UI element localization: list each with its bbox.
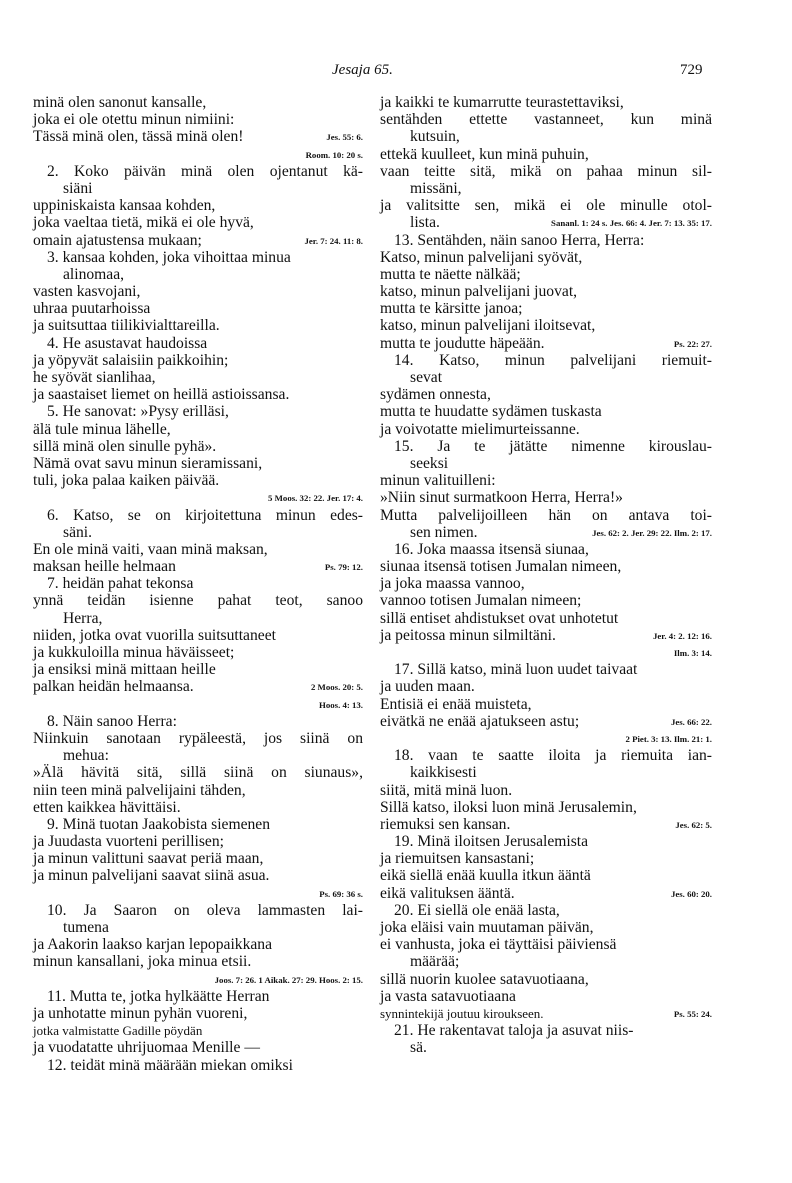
text-line	[33, 919, 363, 936]
text-line	[380, 403, 712, 420]
verse-text: mutta te huudatte sydämen tuskasta	[380, 403, 602, 421]
verse-text: ja kaikki te kumarrutte teurastettaviksi,	[380, 94, 624, 111]
text-line	[380, 558, 712, 575]
text-line	[380, 455, 712, 472]
verse-text: siäni	[63, 179, 93, 197]
verse-text: 7. heidän pahat tekonsa	[47, 575, 194, 593]
cross-reference: Room. 10: 20 s.	[305, 149, 363, 160]
text-line	[380, 197, 712, 214]
cross-reference: Jes. 60: 20.	[670, 888, 712, 899]
verse-text: sen nimen.	[410, 523, 478, 541]
text-line	[380, 335, 712, 352]
text-line	[380, 541, 712, 558]
verse-text: 8. Näin sanoo Herra:	[47, 712, 177, 730]
verse-text: ja valitsitte sen, mikä ei ole minulle otol-	[380, 197, 712, 215]
verse-text: vaan teitte sitä, mikä on pahaa minun sil-	[380, 162, 712, 180]
text-line	[33, 266, 363, 283]
text-line	[33, 610, 363, 627]
verse-text: sevat	[410, 369, 443, 386]
verse-text: 10. Ja Saaron on oleva lammasten lai-	[47, 901, 363, 919]
verse-text: siunaa itsensä totisen Jumalan nimeen,	[380, 558, 622, 576]
text-line	[380, 283, 712, 300]
verse-text: sillä minä olen sinulle pyhä».	[33, 437, 217, 455]
text-line	[33, 661, 363, 678]
verse-text: eivätkä ne enää ajatukseen astu;	[380, 712, 580, 730]
text-line	[380, 163, 712, 180]
cross-reference: Joos. 7: 26. 1 Aikak. 27: 29. Hoos. 2: 15.	[214, 974, 363, 985]
text-line	[33, 317, 363, 334]
text-line	[380, 300, 712, 317]
verse-text: mutta te näette nälkää;	[380, 265, 521, 283]
verse-text: eikä valituksen ääntä.	[380, 884, 515, 902]
text-line	[380, 421, 712, 438]
text-line	[33, 764, 363, 781]
text-line	[380, 489, 712, 506]
verse-text: »Älä hävitä sitä, sillä siinä on siunaus»,	[33, 764, 363, 782]
text-line	[33, 644, 363, 661]
text-line	[33, 249, 363, 266]
text-line	[33, 592, 363, 609]
text-line	[380, 592, 712, 609]
verse-text: ettekä kuulleet, kun minä puhuin,	[380, 145, 589, 163]
verse-text: jotka valmistatte Gadille pöydän	[33, 1023, 203, 1039]
text-line	[33, 403, 363, 420]
verse-text: sä.	[410, 1039, 427, 1057]
text-line	[33, 713, 363, 730]
verse-text: vannoo totisen Jumalan nimeen;	[380, 592, 582, 610]
verse-text: ja riemuitsen kansastani;	[380, 850, 535, 868]
cross-reference: Ps. 22: 27.	[673, 338, 712, 349]
verse-text: tumena	[63, 919, 109, 936]
text-line	[380, 180, 712, 197]
verse-text: ja saastaiset liemet on heillä astioissansa.	[33, 386, 290, 404]
text-line	[380, 713, 712, 730]
text-line	[33, 988, 363, 1005]
verse-text: uppiniskaista kansaa kohden,	[33, 197, 216, 215]
text-line	[33, 455, 363, 472]
cross-reference: Ps. 79: 12.	[324, 562, 363, 573]
text-line	[380, 988, 712, 1005]
text-line	[33, 524, 363, 541]
verse-text: sentähden ettette vastanneet, kun minä	[380, 111, 712, 129]
verse-text: 14. Katso, minun palvelijani riemuit-	[394, 351, 712, 369]
verse-text: Katso, minun palvelijani syövät,	[380, 248, 583, 266]
verse-text: Entisiä ei enää muisteta,	[380, 695, 532, 713]
text-line	[33, 902, 363, 919]
text-line	[33, 94, 363, 111]
text-line	[33, 489, 363, 506]
text-line	[380, 317, 712, 334]
running-title: Jesaja 65.	[332, 62, 393, 78]
text-line	[380, 816, 712, 833]
text-line	[380, 919, 712, 936]
cross-reference: 5 Moos. 32: 22. Jer. 17: 4.	[268, 493, 363, 504]
verse-text: 4. He asustavat haudoissa	[47, 334, 208, 352]
text-line	[33, 953, 363, 970]
verse-text: synnintekijä joutuu kiroukseen.	[380, 1005, 544, 1021]
verse-text: ja yöpyvät salaisiin paikkoihin;	[33, 351, 229, 369]
verse-text: ja peitossa minun silmiltäni.	[380, 626, 556, 644]
text-line	[33, 232, 363, 249]
text-line	[33, 335, 363, 352]
verse-text: ynnä teidän isienne pahat teot, sanoo	[33, 592, 363, 610]
text-line	[33, 696, 363, 713]
text-line	[33, 472, 363, 489]
verse-text: ja vasta satavuotiaana	[380, 987, 516, 1005]
verse-text: niiden, jotka ovat vuorilla suitsuttaneet	[33, 626, 276, 644]
cross-reference: Ps. 69: 36 s.	[319, 888, 363, 899]
verse-text: joka eläisi vain muutaman päivän,	[380, 919, 594, 936]
left-column	[33, 94, 363, 1074]
cross-reference: Sananl. 1: 24 s. Jes. 66: 4. Jer. 7: 13. 35: 17.	[551, 218, 712, 229]
verse-text: maksan heille helmaan	[33, 558, 176, 576]
text-line	[380, 352, 712, 369]
cross-reference: Ps. 55: 24.	[673, 1008, 712, 1019]
cross-reference: Hoos. 4: 13.	[319, 699, 363, 710]
verse-text: mutta te joudutte häpeään.	[380, 334, 545, 352]
verse-text: he syövät sianlihaa,	[33, 369, 156, 386]
text-line	[380, 610, 712, 627]
text-line	[33, 575, 363, 592]
text-line	[380, 678, 712, 695]
text-line	[380, 438, 712, 455]
verse-text: älä tule minua lähelle,	[33, 420, 171, 438]
verse-text: siitä, mitä minä luon.	[380, 781, 513, 799]
cross-reference: Jes. 55: 6.	[326, 132, 363, 143]
verse-text: 18. vaan te saatte iloita ja riemuita ian-	[394, 747, 712, 765]
text-line	[380, 782, 712, 799]
text-line	[33, 541, 363, 558]
text-line	[380, 214, 712, 231]
verse-text: 15. Ja te jätätte nimenne kirouslau-	[394, 437, 712, 455]
text-line	[33, 111, 363, 128]
text-line	[380, 696, 712, 713]
text-line	[33, 627, 363, 644]
verse-text: Sillä katso, iloksi luon minä Jerusalemin,	[380, 798, 637, 816]
verse-text: katso, minun palvelijani juovat,	[380, 283, 578, 301]
verse-text: lista.	[410, 214, 440, 232]
text-line	[33, 369, 363, 386]
text-line	[33, 180, 363, 197]
verse-text: sillä entiset ahdistukset ovat unhotetut	[380, 609, 619, 627]
text-line	[380, 146, 712, 163]
text-line	[380, 953, 712, 970]
text-line	[380, 644, 712, 661]
page-header	[0, 62, 792, 84]
text-line	[33, 1039, 363, 1056]
text-line	[33, 421, 363, 438]
verse-text: niin teen minä palvelijaini tähden,	[33, 781, 246, 799]
text-line	[33, 885, 363, 902]
text-line	[33, 971, 363, 988]
cross-reference: 2 Moos. 20: 5.	[310, 682, 363, 693]
verse-text: palkan heidän helmaansa.	[33, 678, 194, 696]
text-line	[380, 1022, 712, 1039]
verse-text: vasten kasvojani,	[33, 283, 141, 301]
verse-text: määrää;	[410, 953, 460, 971]
verse-text: missäni,	[410, 179, 462, 197]
verse-text: ja Aakorin laakso karjan lepopaikkana	[33, 936, 273, 954]
text-line	[33, 782, 363, 799]
text-line	[33, 558, 363, 575]
text-line	[380, 627, 712, 644]
verse-text: alinomaa,	[63, 265, 125, 283]
verse-text: ja Juudasta vuorteni perillisen;	[33, 833, 224, 851]
verse-text: uhraa puutarhoissa	[33, 300, 151, 318]
text-line	[380, 971, 712, 988]
text-line	[33, 833, 363, 850]
cross-reference: Jes. 66: 22.	[670, 716, 712, 727]
verse-text: Tässä minä olen, tässä minä olen!	[33, 128, 244, 146]
verse-text: 5. He sanovat: »Pysy erilläsi,	[47, 403, 229, 421]
verse-text: Nämä ovat savu minun sieramissani,	[33, 454, 263, 472]
right-column	[380, 94, 712, 1057]
verse-text: ja ensiksi minä mittaan heille	[33, 661, 216, 679]
text-line	[380, 799, 712, 816]
text-line	[33, 163, 363, 180]
text-line	[380, 885, 712, 902]
verse-text: ja vuodatatte uhrijuomaa Menille —	[33, 1039, 260, 1057]
text-line	[33, 1005, 363, 1022]
verse-text: 16. Joka maassa itsensä siunaa,	[394, 540, 589, 558]
verse-text: En ole minä vaiti, vaan minä maksan,	[33, 540, 268, 558]
verse-text: 6. Katso, se on kirjoitettuna minun edes-	[47, 506, 363, 524]
cross-reference: Jes. 62: 2. Jer. 29: 22. Ilm. 2: 17.	[592, 527, 712, 538]
verse-text: »Niin sinut surmatkoon Herra, Herra!»	[380, 489, 623, 507]
cross-reference: Ilm. 3: 14.	[673, 648, 712, 658]
verse-text: joka vaeltaa tietä, mikä ei ole hyvä,	[33, 214, 254, 232]
text-line	[33, 283, 363, 300]
verse-text: riemuksi sen kansan.	[380, 815, 511, 833]
verse-text: Mutta palvelijoilleen hän on antava toi-	[380, 506, 712, 524]
text-line	[380, 902, 712, 919]
verse-text: minä olen sanonut kansalle,	[33, 94, 207, 111]
text-line	[380, 249, 712, 266]
text-line	[380, 507, 712, 524]
text-line	[33, 438, 363, 455]
text-line	[380, 266, 712, 283]
text-line	[380, 94, 712, 111]
text-line	[33, 386, 363, 403]
verse-text: 2. Koko päivän minä olen ojentanut kä-	[47, 162, 363, 180]
cross-reference: Jer. 4: 2. 12: 16.	[652, 630, 712, 641]
verse-text: seeksi	[410, 454, 449, 472]
verse-text: 21. He rakentavat taloja ja asuvat niis-	[394, 1022, 634, 1040]
cross-reference: Jer. 7: 24. 11: 8.	[304, 235, 363, 246]
text-line	[33, 799, 363, 816]
verse-text: 12. teidät minä määrään miekan omiksi	[47, 1056, 293, 1074]
verse-text: eikä siellä enää kuulla itkun ääntä	[380, 867, 591, 885]
text-line	[33, 867, 363, 884]
verse-text: sillä nuorin kuolee satavuotiaana,	[380, 970, 589, 988]
verse-text: ja joka maassa vannoo,	[380, 575, 525, 593]
verse-text: minun kansallani, joka minua etsii.	[33, 953, 252, 971]
text-line	[380, 850, 712, 867]
text-line	[33, 747, 363, 764]
text-line	[33, 197, 363, 214]
text-line	[380, 524, 712, 541]
verse-text: säni.	[63, 523, 93, 541]
cross-reference: Jes. 62: 5.	[675, 819, 712, 830]
verse-text: ei vanhusta, joka ei täyttäisi päiviensä	[380, 936, 617, 954]
text-line	[33, 214, 363, 231]
text-line	[380, 1039, 712, 1056]
text-line	[380, 833, 712, 850]
text-line	[380, 232, 712, 249]
text-line	[33, 1022, 363, 1039]
verse-text: sydämen onnesta,	[380, 386, 491, 404]
text-line	[33, 507, 363, 524]
text-line	[33, 300, 363, 317]
verse-text: 3. kansaa kohden, joka vihoittaa minua	[47, 248, 291, 266]
verse-text: tuli, joka palaa kaiken päivää.	[33, 472, 220, 490]
text-line	[33, 352, 363, 369]
text-line	[380, 111, 712, 128]
verse-text: ja kukkuloilla minua häväisseet;	[33, 644, 235, 661]
verse-text: ja minun palvelijani saavat siinä asua.	[33, 867, 270, 885]
verse-text: 17. Sillä katso, minä luon uudet taivaat	[394, 661, 638, 679]
text-line	[33, 850, 363, 867]
text-line	[33, 936, 363, 953]
text-line	[380, 661, 712, 678]
verse-text: omain ajatustensa mukaan;	[33, 231, 202, 249]
verse-text: kutsuin,	[410, 128, 460, 146]
text-line	[380, 386, 712, 403]
verse-text: ja unhotatte minun pyhän vuoreni,	[33, 1004, 248, 1022]
verse-text: 20. Ei siellä ole enää lasta,	[394, 901, 560, 919]
verse-text: minun valituilleni:	[380, 472, 496, 490]
text-line	[380, 764, 712, 781]
verse-text: katso, minun palvelijani iloitsevat,	[380, 317, 596, 335]
text-line	[33, 1057, 363, 1074]
verse-text: ja minun valittuni saavat periä maan,	[33, 850, 264, 868]
verse-text: 19. Minä iloitsen Jerusalemista	[394, 833, 589, 851]
verse-text: kaikkisesti	[410, 764, 477, 782]
text-line	[380, 730, 712, 747]
text-line	[33, 730, 363, 747]
text-line	[380, 747, 712, 764]
page-number: 729	[680, 62, 703, 78]
text-line	[33, 146, 363, 163]
verse-text: mehua:	[63, 747, 109, 765]
verse-text: Herra,	[63, 609, 103, 627]
text-line	[380, 128, 712, 145]
text-line	[380, 369, 712, 386]
text-line	[380, 1005, 712, 1022]
verse-text: Niinkuin sanotaan rypäleestä, jos siinä on	[33, 729, 363, 747]
text-line	[33, 816, 363, 833]
verse-text: etten kaikkea hävittäisi.	[33, 798, 181, 816]
text-line	[380, 575, 712, 592]
verse-text: ja voivotatte mielimurteissanne.	[380, 420, 580, 438]
text-line	[380, 472, 712, 489]
verse-text: 11. Mutta te, jotka hylkäätte Herran	[47, 987, 270, 1005]
verse-text: 9. Minä tuotan Jaakobista siemenen	[47, 815, 271, 833]
text-line	[33, 678, 363, 695]
text-line	[33, 128, 363, 145]
cross-reference: 2 Piet. 3: 13. Ilm. 21: 1.	[625, 733, 712, 744]
text-line	[380, 867, 712, 884]
text-line	[380, 936, 712, 953]
verse-text: ja uuden maan.	[380, 678, 475, 696]
verse-text: mutta te kärsitte janoa;	[380, 300, 523, 318]
verse-text: joka ei ole otettu minun nimiini:	[33, 111, 235, 129]
verse-text: ja suitsuttaa tiilikivialttareilla.	[33, 317, 220, 335]
verse-text: 13. Sentähden, näin sanoo Herra, Herra:	[394, 231, 645, 249]
